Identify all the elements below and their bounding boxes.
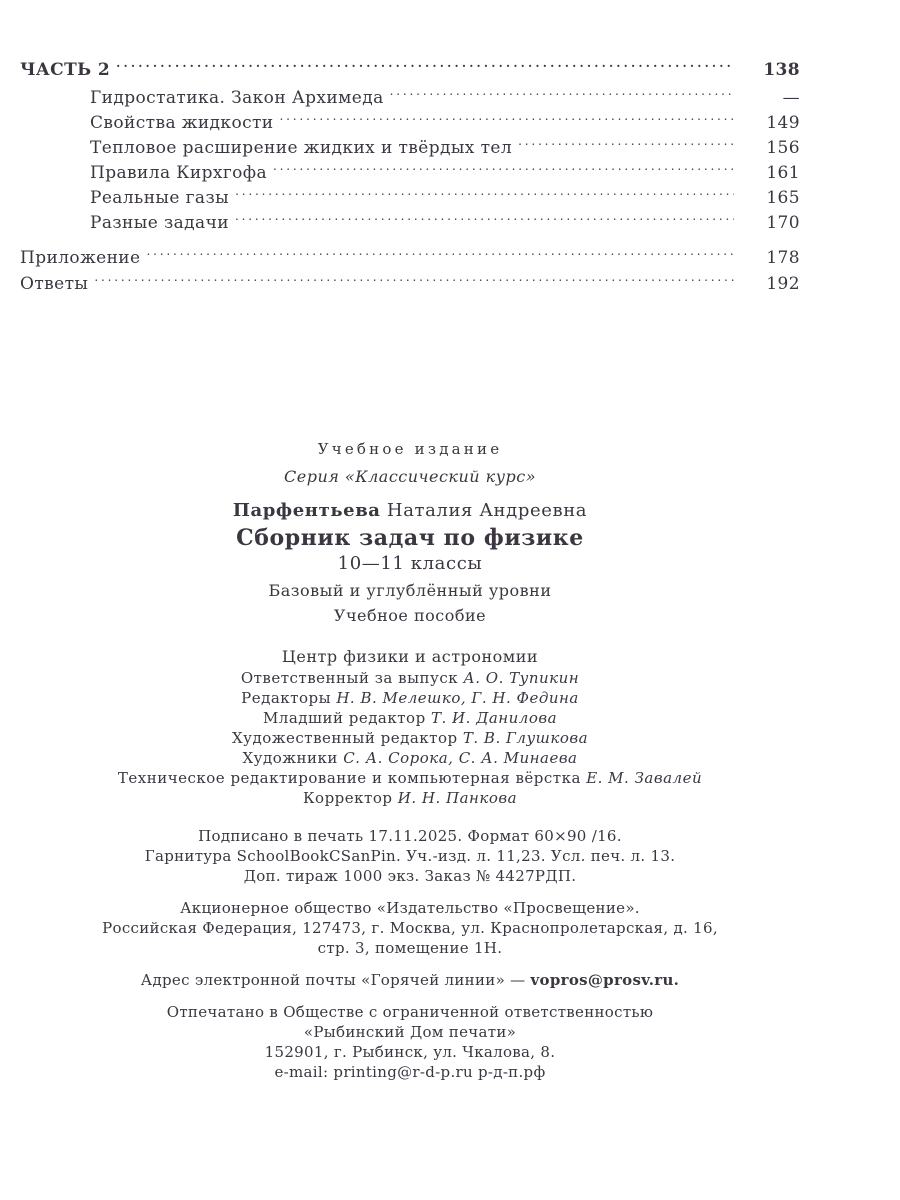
toc-title: Реальные газы xyxy=(90,188,230,208)
hotline-email-link[interactable]: vopros@prosv.ru. xyxy=(530,971,680,989)
hotline-label: Адрес электронной почты «Горячей линии» — xyxy=(140,971,526,989)
toc-leader-dots xyxy=(147,246,735,263)
toc-title: Разные задачи xyxy=(90,213,229,233)
toc-page-number: 170 xyxy=(766,213,800,233)
credit-names: Е. М. Завалей xyxy=(586,769,703,787)
credit-names: С. А. Сорока, С. А. Минаева xyxy=(343,749,578,767)
credit-role: Художественный редактор xyxy=(231,729,458,747)
toc-page-number: — xyxy=(782,88,800,108)
publication-type: Учебное пособие xyxy=(333,606,487,625)
toc-section[interactable] xyxy=(20,161,800,186)
printer-info xyxy=(0,1002,820,1082)
credits-list xyxy=(0,668,820,808)
toc-leader-dots xyxy=(116,58,734,75)
toc-section[interactable] xyxy=(20,111,800,136)
credit-line xyxy=(0,788,820,808)
toc-part-2[interactable] xyxy=(20,58,800,86)
credit-line xyxy=(0,768,820,788)
imprint xyxy=(0,440,820,1094)
author xyxy=(0,500,820,521)
toc-leader-dots xyxy=(518,136,734,153)
toc-page-number: 192 xyxy=(766,274,800,294)
credit-line xyxy=(0,708,820,728)
series-name: Серия «Классический курс» xyxy=(283,467,537,486)
print-info-line: Гарнитура SchoolBookCSanPin. Уч.-изд. л. 11,23. Усл. печ. л. 13. xyxy=(144,847,676,865)
credit-line xyxy=(0,728,820,748)
credit-line xyxy=(0,748,820,768)
publisher-line: Российская Федерация, 127473, г. Москва, ул. Краснопролетарская, д. 16, xyxy=(102,919,718,937)
book-title: Сборник задач по физике xyxy=(236,525,584,551)
credit-role: Ответственный за выпуск xyxy=(240,669,459,687)
toc-leader-dots xyxy=(273,161,734,178)
credit-role: Художники xyxy=(242,749,338,767)
publisher-info xyxy=(0,898,820,958)
toc-leader-dots xyxy=(235,186,734,203)
toc-section[interactable] xyxy=(20,186,800,211)
toc-title: Приложение xyxy=(20,248,141,268)
toc-leader-dots xyxy=(280,111,734,128)
credit-names: И. Н. Панкова xyxy=(397,789,518,807)
credit-names: Н. В. Мелешко, Г. Н. Федина xyxy=(336,689,579,707)
credit-role: Корректор xyxy=(302,789,393,807)
credit-role: Техническое редактирование и компьютерная вёрстка xyxy=(117,769,581,787)
toc-page-number: 161 xyxy=(766,163,800,183)
publisher-line: стр. 3, помещение 1Н. xyxy=(317,939,503,957)
credit-names: Т. В. Глушкова xyxy=(462,729,589,747)
toc-section[interactable] xyxy=(20,86,800,111)
toc-leader-dots xyxy=(94,272,734,289)
printer-line: e-mail: printing@r-d-p.ru р-д-п.рф xyxy=(274,1063,546,1081)
printer-line: Отпечатано в Обществе с ограниченной ответственностью xyxy=(166,1003,654,1021)
grades: 10—11 классы xyxy=(337,553,483,574)
toc-page-number: 178 xyxy=(766,248,800,268)
hotline-info xyxy=(0,970,820,990)
print-info-line: Доп. тираж 1000 экз. Заказ № 4427РДП. xyxy=(243,867,577,885)
table-of-contents xyxy=(20,58,800,298)
toc-title: Тепловое расширение жидких и твёрдых тел xyxy=(90,138,513,158)
edition-kind: Учебное издание xyxy=(317,440,503,458)
printer-line: 152901, г. Рыбинск, ул. Чкалова, 8. xyxy=(264,1043,556,1061)
toc-answers[interactable] xyxy=(20,272,800,298)
toc-appendix[interactable] xyxy=(20,246,800,272)
credit-line xyxy=(0,688,820,708)
toc-section[interactable] xyxy=(20,211,800,236)
hotline-line xyxy=(0,970,820,990)
toc-leader-dots xyxy=(390,86,734,103)
toc-page-number: 149 xyxy=(766,113,800,133)
credit-line xyxy=(0,668,820,688)
toc-title: ЧАСТЬ 2 xyxy=(20,60,111,80)
toc-title: Ответы xyxy=(20,274,89,294)
credit-names: А. О. Тупикин xyxy=(463,669,580,687)
toc-title: Свойства жидкости xyxy=(90,113,274,133)
printer-line: «Рыбинский Дом печати» xyxy=(303,1023,517,1041)
print-info xyxy=(0,826,820,886)
credit-names: Т. И. Данилова xyxy=(430,709,558,727)
editorial-center: Центр физики и астрономии xyxy=(281,647,539,666)
publisher-line: Акционерное общество «Издательство «Просвещение». xyxy=(180,899,640,917)
print-info-line: Подписано в печать 17.11.2025. Формат 60×90 /16. xyxy=(198,827,622,845)
toc-leader-dots xyxy=(235,211,734,228)
toc-spacer xyxy=(20,236,800,246)
toc-page-number: 138 xyxy=(763,60,800,80)
levels: Базовый и углублённый уровни xyxy=(268,581,552,600)
author-first-name: Наталия Андреевна xyxy=(386,500,588,521)
toc-section[interactable] xyxy=(20,136,800,161)
toc-page-number: 165 xyxy=(766,188,800,208)
toc-title: Гидростатика. Закон Архимеда xyxy=(90,88,384,108)
credit-role: Редакторы xyxy=(241,689,332,707)
credit-role: Младший редактор xyxy=(262,709,426,727)
author-last-name: Парфентьева xyxy=(232,500,381,521)
toc-page-number: 156 xyxy=(766,138,800,158)
toc-title: Правила Кирхгофа xyxy=(90,163,268,183)
